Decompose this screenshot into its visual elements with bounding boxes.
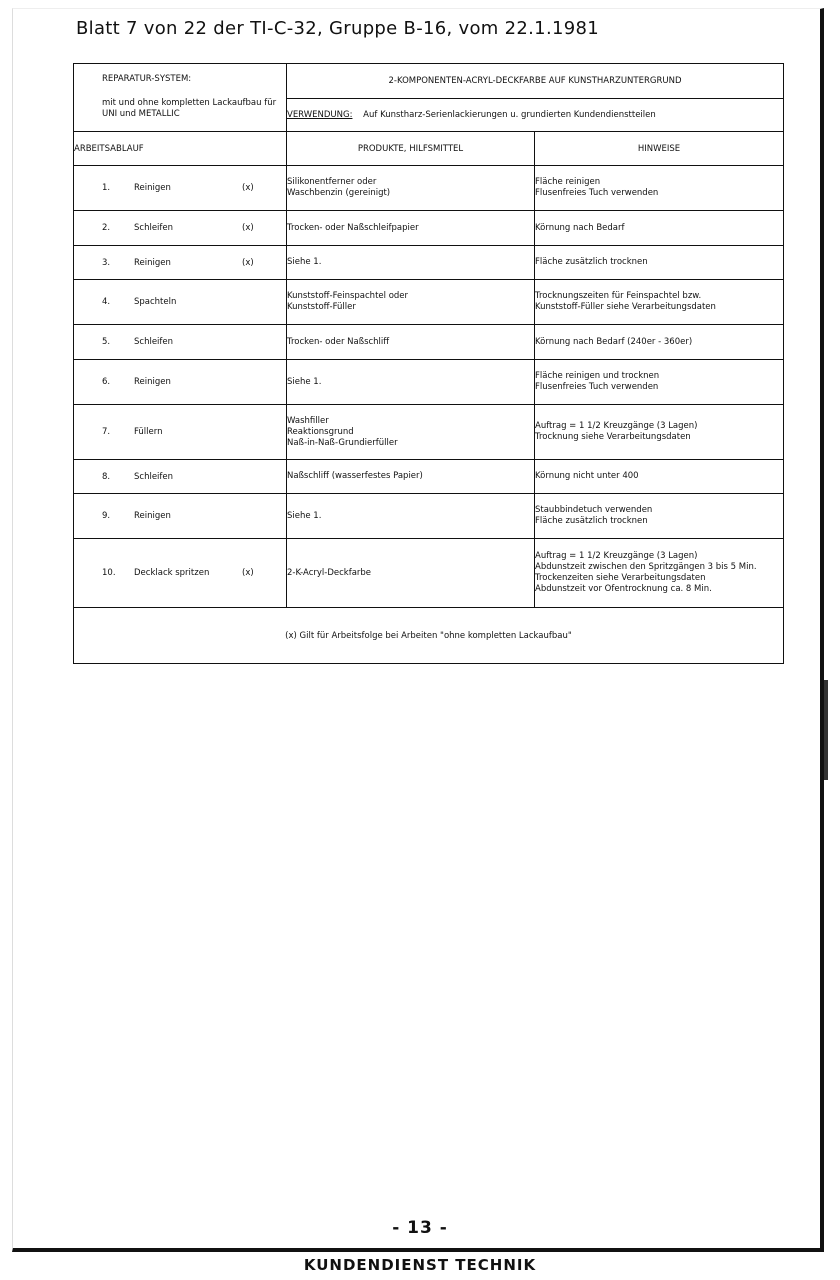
edge-scan-mark (824, 680, 828, 780)
page-title: Blatt 7 von 22 der TI-C-32, Gruppe B-16, vom 22.1.1981 (76, 18, 599, 39)
step-label: Schleifen (134, 471, 174, 482)
step-label: Reinigen (134, 183, 171, 193)
table-row (74, 494, 784, 539)
products-cell (287, 166, 535, 211)
step-cell (74, 360, 287, 405)
repair-system-desc (74, 88, 286, 120)
step-cell (74, 494, 287, 539)
column-header-arbeitsablauf: ARBEITSABLAUF (74, 132, 287, 166)
note-line: Auftrag = 1 1/2 Kreuzgänge (3 Lagen) (535, 551, 698, 561)
notes-cell (535, 325, 784, 360)
products-cell (287, 539, 535, 608)
table-row (74, 211, 784, 246)
note-line: Trocknung siehe Verarbeitungsdaten (535, 432, 691, 442)
step-cell (74, 166, 287, 211)
note-line: Körnung nach Bedarf (535, 222, 625, 233)
step-cell (74, 280, 287, 325)
column-header-produkte: PRODUKTE, HILFSMITTEL (287, 132, 535, 166)
product-line: Kunststoff-Feinspachtel oder (287, 291, 409, 301)
verwendung-cell (287, 99, 784, 132)
repair-system-desc-line2: UNI und METALLIC (102, 109, 180, 119)
step-number: 4. (102, 297, 111, 307)
step-number: 8. (102, 471, 111, 482)
products-cell (287, 405, 535, 460)
step-label: Schleifen (134, 223, 174, 233)
note-line: Auftrag = 1 1/2 Kreuzgänge (3 Lagen) (535, 421, 698, 431)
step-marker: (x) (242, 223, 254, 233)
product-line: Silikonentferner oder (287, 177, 377, 187)
notes-cell (535, 246, 784, 280)
table-row (74, 246, 784, 280)
step-label: Decklack spritzen (134, 568, 210, 578)
product-line: Trocken- oder Naßschliff (287, 336, 390, 347)
table-body (74, 166, 784, 608)
products-cell (287, 280, 535, 325)
note-line: Abdunstzeit vor Ofentrocknung ca. 8 Min. (535, 584, 712, 594)
system-title: 2-KOMPONENTEN-ACRYL-DECKFARBE AUF KUNSTHARZUNTERGRUND (287, 64, 784, 99)
table-row (74, 360, 784, 405)
products-cell (287, 325, 535, 360)
product-line: Kunststoff-Füller (287, 302, 356, 312)
step-marker: (x) (242, 183, 254, 193)
verwendung-text: Auf Kunstharz-Serienlackierungen u. grundierten Kundendienstteilen (363, 110, 656, 120)
step-cell (74, 539, 287, 608)
step-label: Reinigen (134, 377, 171, 387)
work-procedure-table (73, 63, 784, 664)
repair-system-cell (74, 64, 287, 132)
products-cell (287, 360, 535, 405)
step-label: Reinigen (134, 511, 171, 521)
step-cell (74, 460, 287, 494)
step-label: Spachteln (134, 297, 177, 307)
product-line: Reaktionsgrund (287, 426, 354, 437)
column-header-hinweise: HINWEISE (535, 132, 784, 166)
product-line: Siehe 1. (287, 510, 322, 521)
footnote: (x) Gilt für Arbeitsfolge bei Arbeiten "ohne kompletten Lackaufbau" (74, 608, 784, 664)
notes-cell (535, 494, 784, 539)
footer-brand: KUNDENDIENST TECHNIK (303, 1256, 537, 1274)
product-line: Trocken- oder Naßschleifpapier (287, 222, 419, 233)
products-cell (287, 460, 535, 494)
note-line: Körnung nach Bedarf (240er - 360er) (535, 336, 693, 347)
notes-cell (535, 211, 784, 246)
step-label: Schleifen (134, 337, 174, 347)
product-line: Waschbenzin (gereinigt) (287, 188, 391, 198)
note-line: Fläche zusätzlich trocknen (535, 257, 648, 267)
notes-cell (535, 460, 784, 494)
step-number: 3. (102, 257, 111, 268)
note-line: Fläche reinigen und trocknen (535, 371, 660, 381)
note-line: Fläche reinigen (535, 177, 601, 187)
step-cell (74, 211, 287, 246)
step-marker: (x) (242, 257, 254, 268)
products-cell (287, 246, 535, 280)
step-label: Füllern (134, 427, 163, 437)
step-marker: (x) (242, 568, 254, 578)
notes-cell (535, 360, 784, 405)
table-row (74, 405, 784, 460)
step-number: 7. (102, 427, 111, 437)
note-line: Flusenfreies Tuch verwenden (535, 382, 659, 392)
note-line: Staubbindetuch verwenden (535, 505, 653, 515)
table-row (74, 539, 784, 608)
step-number: 9. (102, 511, 111, 521)
table-row (74, 460, 784, 494)
note-line: Trockenzeiten siehe Verarbeitungsdaten (535, 573, 706, 583)
note-line: Körnung nicht unter 400 (535, 471, 639, 481)
page-number: - 13 - (392, 1218, 448, 1238)
product-line: Naß-in-Naß-Grundierfüller (287, 437, 398, 448)
repair-system-label: REPARATUR-SYSTEM: (102, 74, 192, 84)
verwendung-label: VERWENDUNG: (287, 110, 353, 120)
table-row (74, 166, 784, 211)
note-line: Flusenfreies Tuch verwenden (535, 188, 659, 198)
products-cell (287, 494, 535, 539)
note-line: Trocknungszeiten für Feinspachtel bzw. (535, 291, 702, 301)
notes-cell (535, 280, 784, 325)
product-line: 2-K-Acryl-Deckfarbe (287, 567, 372, 578)
product-line: Naßschliff (wasserfestes Papier) (287, 471, 423, 481)
step-number: 6. (102, 377, 111, 387)
repair-system-desc-line1: mit und ohne kompletten Lackaufbau für (102, 98, 277, 108)
notes-cell (535, 166, 784, 211)
notes-cell (535, 405, 784, 460)
step-label: Reinigen (134, 257, 171, 268)
notes-cell (535, 539, 784, 608)
note-line: Kunststoff-Füller siehe Verarbeitungsdaten (535, 302, 716, 312)
step-cell (74, 246, 287, 280)
step-cell (74, 325, 287, 360)
step-number: 10. (102, 568, 116, 578)
note-line: Abdunstzeit zwischen den Spritzgängen 3 bis 5 Min. (535, 562, 757, 572)
products-cell (287, 211, 535, 246)
product-line: Siehe 1. (287, 257, 322, 267)
table-row (74, 325, 784, 360)
step-number: 5. (102, 337, 111, 347)
note-line: Fläche zusätzlich trocknen (535, 516, 648, 526)
step-cell (74, 405, 287, 460)
product-line: Siehe 1. (287, 376, 322, 387)
product-line: Washfiller (287, 415, 329, 426)
step-number: 2. (102, 223, 111, 233)
step-number: 1. (102, 183, 111, 193)
table-row (74, 280, 784, 325)
